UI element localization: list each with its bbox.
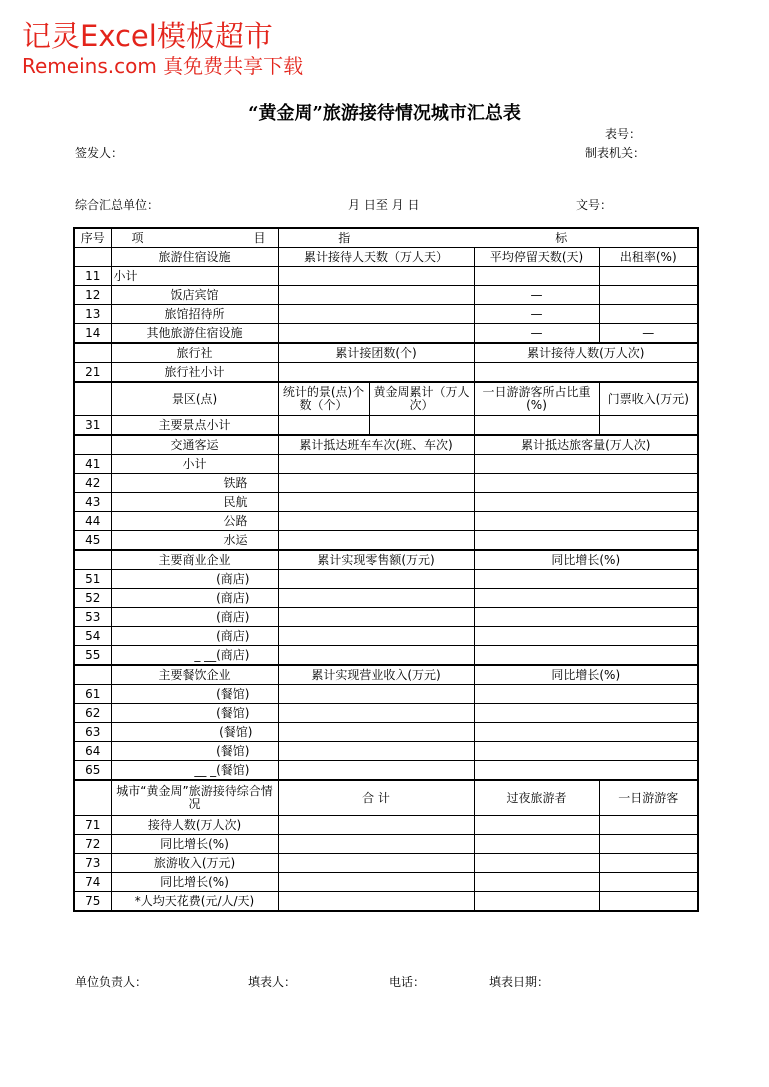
commerce-col-growth: 同比增长(%) [474, 550, 698, 570]
agency-col-visitors: 累计接待人数(万人次) [474, 343, 698, 363]
table-row: 64 (餐馆) [74, 742, 698, 761]
table-row: 75 *人均天花费(元/人/天) [74, 892, 698, 912]
table-row: 52 (商店) [74, 589, 698, 608]
agency-col-groups: 累计接团数(个) [278, 343, 474, 363]
summary-col-total: 合 计 [278, 780, 474, 816]
table-row: 45 水运 [74, 531, 698, 551]
commerce-header-row [74, 550, 698, 570]
table-row: 51 (商店) [74, 570, 698, 589]
lodging-col-guest-days: 累计接待人天数（万人天） [278, 248, 474, 267]
lodging-col-avg-stay: 平均停留天数(天) [474, 248, 599, 267]
table-row: 53 (商店) [74, 608, 698, 627]
scenic-col-daytrip-share: 一日游游客所占比重(%) [474, 382, 599, 416]
watermark-subtitle: Remeins.com 真免费共享下载 [22, 54, 304, 78]
unit-head-label: 单位负责人： [75, 975, 148, 989]
transport-label: 交通客运 [111, 435, 278, 455]
item-header: 项 目 [111, 228, 278, 248]
signer-label: 签发人： [75, 146, 124, 160]
watermark-title: 记灵Excel模板超市 [22, 19, 273, 53]
table-row: 14 其他旅游住宿设施 — — [74, 324, 698, 344]
table-row: 12 饭店宾馆 — [74, 286, 698, 305]
agency-header-row [74, 343, 698, 363]
scenic-label: 景区(点) [111, 382, 278, 416]
agency-label: 旅行社 [111, 343, 278, 363]
summary-header-row [74, 780, 698, 816]
scenic-col-visitors: 黄金周累计（万人次） [369, 382, 474, 416]
catering-header-row [74, 665, 698, 685]
lodging-label: 旅游住宿设施 [111, 248, 278, 267]
scenic-header-row [74, 382, 698, 416]
catering-col-revenue: 累计实现营业收入(万元) [278, 665, 474, 685]
form-number-label: 表号： [605, 127, 642, 141]
maker-label: 制表机关： [585, 146, 646, 160]
summary-label: 城市“黄金周”旅游接待综合情况 [111, 780, 278, 816]
table-row: 43 民航 [74, 493, 698, 512]
indicator-header: 指 标 [278, 228, 698, 248]
table-row: 73 旅游收入(万元) [74, 854, 698, 873]
lodging-col-occupancy: 出租率(%) [599, 248, 698, 267]
seq-header: 序号 [74, 228, 111, 248]
date-range-label: 月 日至 月 日 [348, 198, 420, 212]
table-row: 42 铁路 [74, 474, 698, 493]
table-row: 13 旅馆招待所 — [74, 305, 698, 324]
table-row: 61 (餐馆) [74, 685, 698, 704]
fill-date-label: 填表日期： [489, 975, 550, 989]
transport-col-trips: 累计抵达班车车次(班、车次) [278, 435, 474, 455]
filler-label: 填表人： [248, 975, 297, 989]
phone-label: 电话： [389, 975, 426, 989]
transport-header-row [74, 435, 698, 455]
commerce-label: 主要商业企业 [111, 550, 278, 570]
catering-label: 主要餐饮企业 [111, 665, 278, 685]
table-row: 71 接待人数(万人次) [74, 816, 698, 835]
scenic-col-ticket-income: 门票收入(万元) [599, 382, 698, 416]
table-header-row [74, 228, 698, 248]
table-row: 72 同比增长(%) [74, 835, 698, 854]
page-title: “黄金周”旅游接待情况城市汇总表 [248, 103, 521, 124]
table-row: 31 主要景点小计 [74, 416, 698, 436]
table-row: 55 _ __(商店) [74, 646, 698, 666]
summary-col-daytrip: 一日游游客 [599, 780, 698, 816]
table-row: 54 (商店) [74, 627, 698, 646]
table-row: 44 公路 [74, 512, 698, 531]
commerce-col-retail: 累计实现零售额(万元) [278, 550, 474, 570]
unit-label: 综合汇总单位： [75, 198, 160, 212]
scenic-col-count: 统计的景(点)个数（个） [278, 382, 369, 416]
table-row: 63 (餐馆) [74, 723, 698, 742]
catering-col-growth: 同比增长(%) [474, 665, 698, 685]
summary-col-overnight: 过夜旅游者 [474, 780, 599, 816]
transport-col-passengers: 累计抵达旅客量(万人次) [474, 435, 698, 455]
lodging-header-row [74, 248, 698, 267]
table-row: 62 (餐馆) [74, 704, 698, 723]
table-row: 21 旅行社小计 [74, 363, 698, 383]
table-row: 74 同比增长(%) [74, 873, 698, 892]
table-row: 65 __ _(餐馆) [74, 761, 698, 781]
summary-table [73, 227, 699, 912]
table-row: 41 小计 [74, 455, 698, 474]
document-number-label: 文号： [576, 198, 613, 212]
table-row: 11 小计 [74, 267, 698, 286]
